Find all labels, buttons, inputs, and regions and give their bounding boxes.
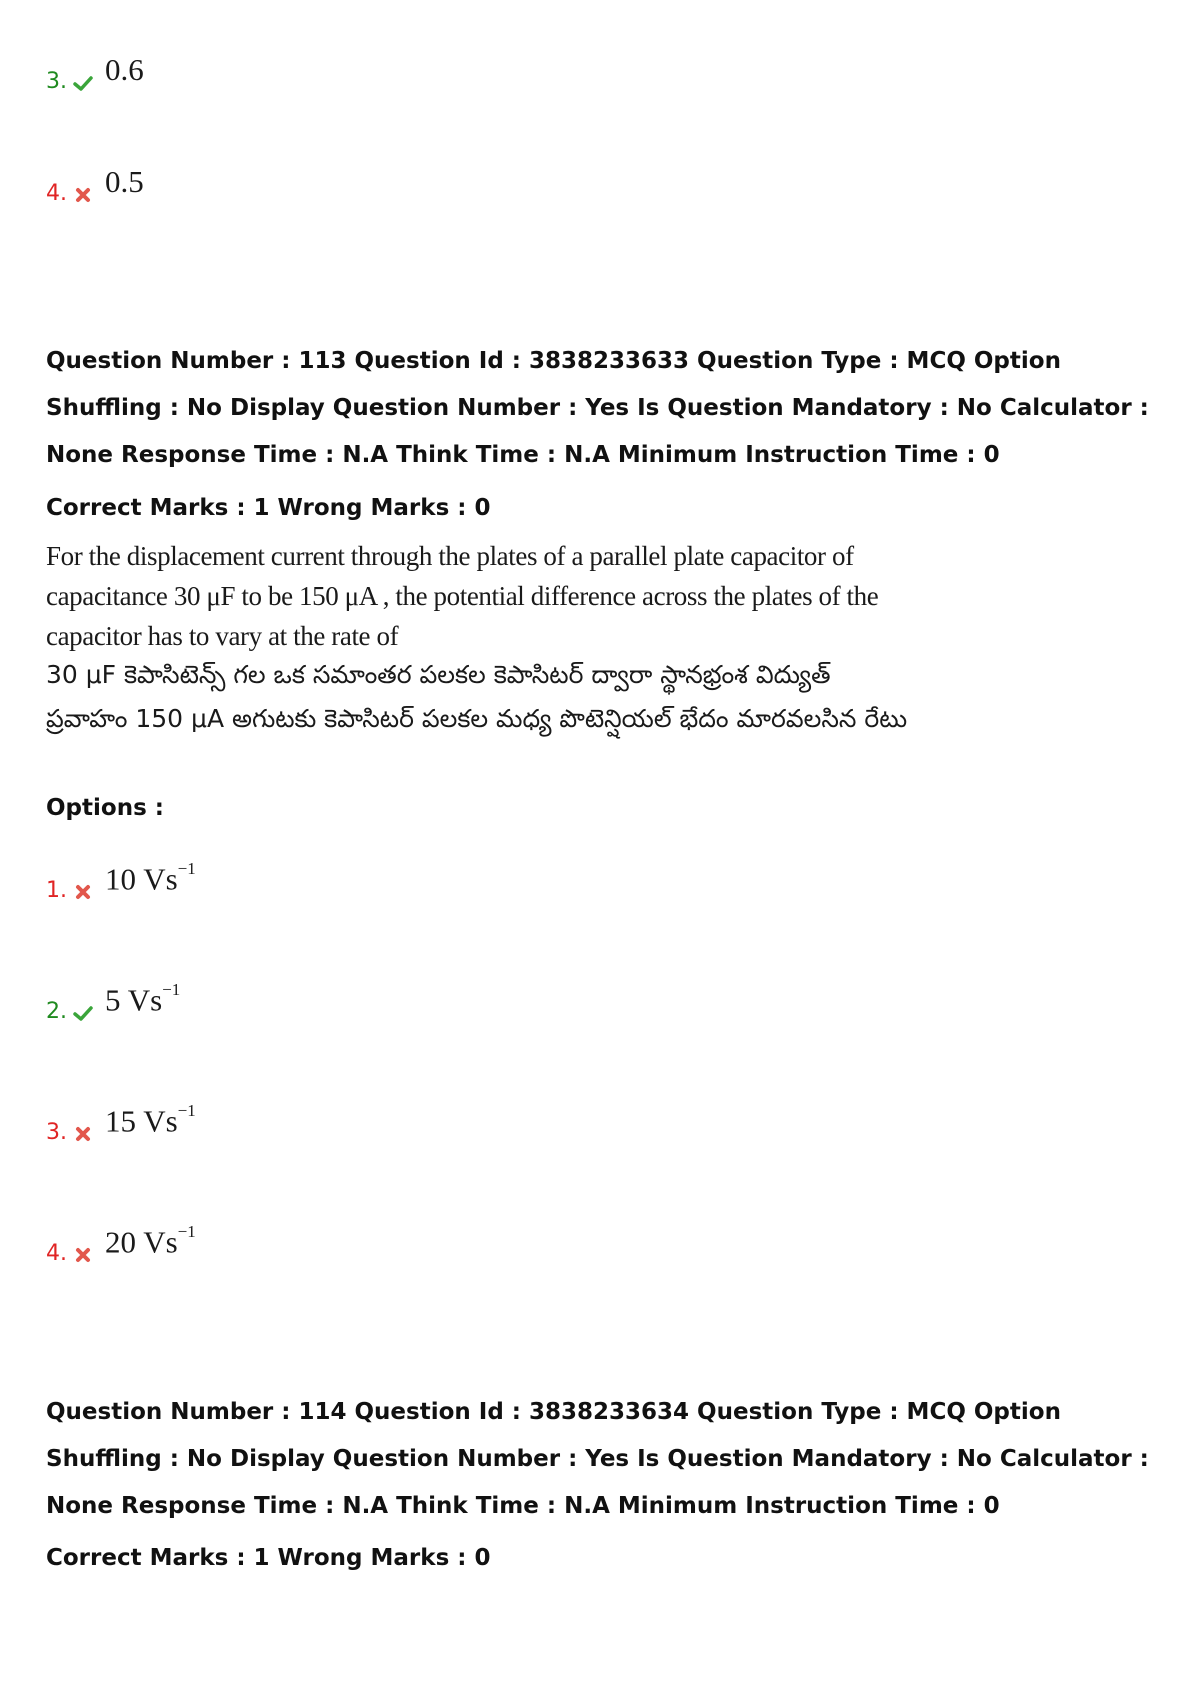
cross-icon bbox=[73, 185, 93, 205]
option-value-text: 15 Vs bbox=[105, 1103, 178, 1138]
question-113-meta: Question Number : 113 Question Id : 3838233633 Question Type : MCQ Option Shuffling : No Display Question Number : Yes Is Question Mandatory : No Calculator : None Response Time : N.A Think Time : N.A Minimum Instruction Time : 0 bbox=[46, 348, 1149, 468]
q113-option-3 bbox=[46, 1100, 196, 1145]
check-icon bbox=[73, 73, 93, 93]
option-number: 2. bbox=[46, 999, 67, 1024]
question-114-meta: Question Number : 114 Question Id : 3838233634 Question Type : MCQ Option Shuffling : No Display Question Number : Yes Is Question Mandatory : No Calculator : None Response Time : N.A Think Time : N.A Minimum Instruction Time : 0 bbox=[46, 1399, 1149, 1519]
option-value-text: 10 Vs bbox=[105, 861, 178, 896]
option-number: 3. bbox=[46, 69, 67, 94]
q113-option-1 bbox=[46, 858, 196, 903]
check-icon bbox=[73, 1003, 93, 1023]
option-number: 3. bbox=[46, 1120, 67, 1145]
question-113-stem-english: For the displacement current through the plates of a parallel plate capacitor of capacitance 30 μF to be 150 μA , the potential difference across the plates of the capacitor has to vary at the rate of bbox=[46, 541, 879, 651]
option-value bbox=[105, 857, 196, 894]
option-number: 4. bbox=[46, 181, 67, 206]
option-exponent: −1 bbox=[177, 858, 196, 878]
prev-option-3 bbox=[46, 53, 144, 93]
cross-icon bbox=[73, 882, 93, 902]
option-value-text: 5 Vs bbox=[105, 982, 163, 1017]
option-value bbox=[105, 978, 180, 1015]
q113-option-2 bbox=[46, 979, 181, 1024]
cross-icon bbox=[73, 1245, 93, 1265]
question-114-marks: Correct Marks : 1 Wrong Marks : 0 bbox=[46, 1545, 491, 1571]
option-exponent: −1 bbox=[177, 1100, 196, 1120]
option-exponent: −1 bbox=[177, 1221, 196, 1241]
option-value-text: 20 Vs bbox=[105, 1224, 178, 1259]
option-number: 1. bbox=[46, 878, 67, 903]
option-value bbox=[105, 1099, 196, 1136]
option-value: 0.5 bbox=[105, 164, 144, 199]
question-113-stem-telugu: 30 μF కెపాసిటెన్స్ గల ఒక సమాంతర పలకల కెపాసిటర్ ద్వారా స్థానభ్రంశ విద్యుత్ ప్రవాహం 150 μA అగుటకు కెపాసిటర్ పలకల మధ్య పొటెన్షియల్ భేదం మారవలసిన రేటు bbox=[46, 660, 908, 733]
prev-option-4 bbox=[46, 165, 144, 205]
option-exponent: −1 bbox=[162, 979, 181, 999]
option-value: 0.6 bbox=[105, 52, 144, 87]
cross-icon bbox=[73, 1124, 93, 1144]
option-number: 4. bbox=[46, 1241, 67, 1266]
options-label: Options : bbox=[46, 795, 164, 821]
q113-option-4 bbox=[46, 1221, 196, 1266]
option-value bbox=[105, 1220, 196, 1257]
question-113-marks: Correct Marks : 1 Wrong Marks : 0 bbox=[46, 495, 491, 521]
